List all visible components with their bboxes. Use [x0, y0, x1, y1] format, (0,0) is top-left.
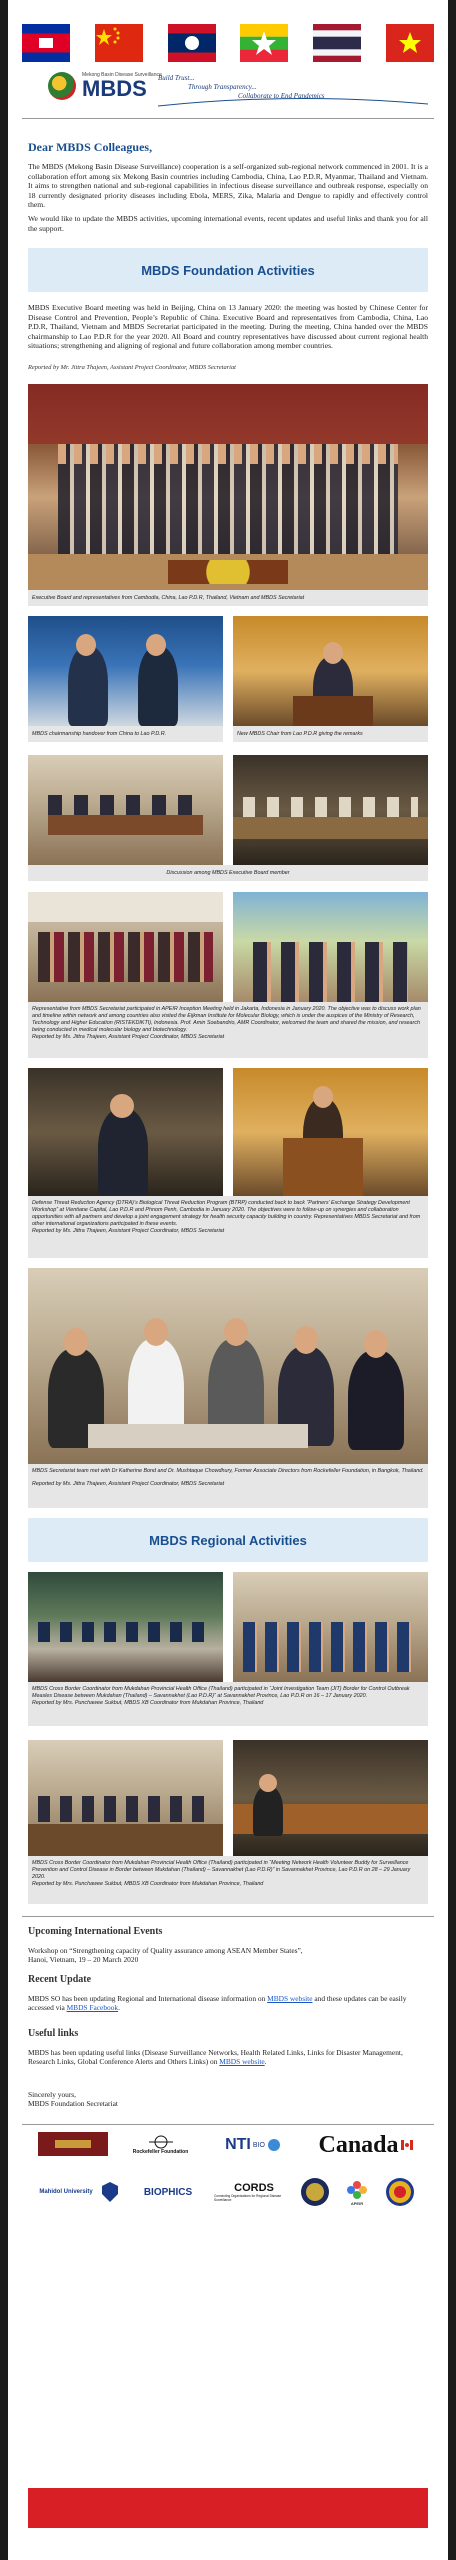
- caption-credit: Reported by Mrs. Punchawee Sukbut, MBDS XB Coordinator from Mukdahan Province, Thailand: [32, 1700, 264, 1706]
- footer-bar: [28, 2488, 428, 2528]
- recent-text: and these updates can be easily accessed via: [28, 1994, 407, 2013]
- partner-logo-crest[interactable]: [38, 2132, 108, 2156]
- mahidol-label: Mahidol University: [39, 2189, 93, 2195]
- photo-caption: Executive Board and representatives from Cambodia, China, Lao P.D.R, Thailand, Vietnam and MBDS Secretariat: [28, 590, 428, 606]
- joint-investigation-photo-right: [233, 1572, 428, 1682]
- apeir-label: APEIR: [350, 2200, 364, 2206]
- network-meeting-photo-right: [233, 1740, 428, 1856]
- useful-text: .: [264, 2057, 267, 2067]
- asean-emblem-icon: [385, 2177, 415, 2207]
- signoff-line: Sincerely yours,: [28, 2090, 77, 2099]
- rockefeller-caption: [28, 1464, 428, 1508]
- intro-paragraph: The MBDS (Mekong Basin Disease Surveillance) cooperation is a self-organized sub-regional network commenced in 2001. It is a collaboration effort among six Mekong Basin countries including Cambodia, China, Lao P.D.R, Myanmar, Thailand and Vietnam. It aims to strengthen national and sub-regional capabilities in infectious disease surveillance and outbreak response, especially on 18 currently designated priority diseases including Ebola, MERS, Zika, Malaria and Dengue to rapidly and effectively control them.: [28, 162, 428, 210]
- myanmar-flag: [240, 24, 288, 62]
- dtra-seal-icon[interactable]: [298, 2176, 332, 2208]
- network-meeting-caption: [28, 1856, 428, 1904]
- caption-credit: Reported by Ms. Jittra Thajeen, Assistant Project Coordinator, MBDS Secretariat: [32, 1481, 225, 1487]
- tagline-line: Build Trust...: [158, 74, 195, 82]
- new-chair-photo: [233, 616, 428, 726]
- handover-photo: [28, 616, 223, 726]
- intro-paragraph: We would like to update the MBDS activities, upcoming international events, recent updates and useful links and thank you for all the support.: [28, 214, 428, 233]
- photo-caption: Discussion among MBDS Executive Board member: [28, 865, 428, 881]
- dtra-workshop-photo-left: [28, 1068, 223, 1196]
- network-meeting-photo-left: [28, 1740, 223, 1856]
- china-flag: [95, 24, 143, 62]
- photo-caption: MBDS chairmanship handover from China to Lao P.D.R.: [28, 726, 223, 742]
- vietnam-flag: [386, 24, 434, 62]
- apeir-logo[interactable]: [338, 2176, 376, 2208]
- newsletter: [8, 0, 448, 2560]
- tagline-swoosh-icon: [158, 96, 428, 108]
- caption-text: MBDS Cross Border Coordinator from Mukdahan Provincial Health Office (Thailand) participated in “Meeting Network Health Volunteer Buddy for Surveillance Prevention and Control Disease in Border between Mukdahan (Thailand) – Savannakhet (Lao P.D.R)” in Savannakhet Province, Lao P.D.R on 28 – 29 January 2020.: [32, 1860, 411, 1880]
- nti-bio-label: BIO: [252, 2141, 265, 2149]
- group-photo: [28, 384, 428, 590]
- apeir-caption: [28, 1002, 428, 1058]
- biophics-logo[interactable]: [128, 2178, 208, 2206]
- mahidol-seal-icon: [100, 2178, 120, 2206]
- thailand-flag: [313, 24, 361, 62]
- dtra-caption: [28, 1196, 428, 1258]
- member-flags: [22, 24, 434, 62]
- events-heading: Upcoming International Events: [28, 1926, 163, 1937]
- nti-circle-icon: [267, 2138, 281, 2152]
- header-divider: [22, 118, 434, 119]
- eijkman-visit-photo: [233, 892, 428, 1002]
- event-details: Hanoi, Vietnam, 19 – 20 March 2020: [28, 1955, 139, 1965]
- mbds-website-link[interactable]: MBDS website: [267, 1994, 313, 2003]
- nti-label: NTI: [225, 2136, 251, 2153]
- cords-label: CORDS: [234, 2182, 274, 2194]
- caption-credit: Reported by Ms. Jittra Thajeen, Assistant Project Coordinator, MBDS Secretariat: [32, 1228, 225, 1234]
- useful-links-text: [28, 2048, 428, 2067]
- foundation-banner: [28, 248, 428, 292]
- section-divider: [22, 1916, 434, 1917]
- canada-flag-icon: [401, 2140, 413, 2150]
- canada-label: Canada: [318, 2131, 399, 2158]
- event-item: [28, 1946, 428, 1965]
- caption-credit: Reported by Ms. Jittra Thajeen, Assistant Project Coordinator, MBDS Secretariat: [32, 1034, 225, 1040]
- cambodia-flag: [22, 24, 70, 62]
- foundation-paragraph: MBDS Executive Board meeting was held in Beijing, China on 13 January 2020: the meeting was hosted by Chinese Center for Disease Control and Prevention, People’s Republic of China. Executive Board and representatives from Cambodia, China, Lao P.D.R, Thailand, Vietnam and MBDS Secretariat participated in the meeting. During the meeting, China handed over the MBDS chairmanship to Lao P.D.R for the year 2020. All Board and country representatives have discussed about current regional health situations; strengthening and aligning of regional and future collaboration among member countries.: [28, 303, 428, 351]
- recent-text: MBDS SO has been updating Regional and International disease information on: [28, 1994, 268, 2003]
- section-divider: [22, 2124, 434, 2125]
- org-full-name: Mekong Basin Disease Surveillance: [82, 72, 162, 78]
- rockefeller-label: Rockefeller Foundation: [132, 2149, 189, 2155]
- mahidol-logo[interactable]: [36, 2178, 96, 2206]
- useful-links-heading: Useful links: [28, 2028, 79, 2039]
- joint-investigation-caption: [28, 1682, 428, 1726]
- photo-caption: New MBDS Chair from Lao P.D.R giving the remarks: [233, 726, 428, 742]
- caption-text: Defense Threat Reduction Agency (DTRA)’s Biological Threat Reduction Program (BTRP) conducted back to back “Partners’ Exchange Strategy Development Workshop” at Vientiane Capital, Lao P.D.R and Phnom Penh, Cambodia in January 2020. The objectives were to follow-up on synergies and collaboration opportunities with all partners and develop a joint engagement strategy for health security capacity building in country. Representatives MBDS Secretariat and from other international organizations participated in these events.: [32, 1200, 421, 1227]
- mbds-website-link[interactable]: MBDS website: [219, 2057, 265, 2067]
- dtra-workshop-photo-right: [233, 1068, 428, 1196]
- rockefeller-globe-icon: [141, 2135, 181, 2149]
- section-title: MBDS Regional Activities: [149, 1532, 307, 1548]
- mbds-facebook-link[interactable]: MBDS Facebook: [66, 2003, 119, 2013]
- tagline-line: Through Transparency...: [188, 83, 257, 91]
- caption-text: Representative from MBDS Secretariat participated in APEIR Inception Meeting held in Jakarta, Indonesia in January 2020. The objective was to discuss work plan and timeline within network and among countries also visited the Eijkman Institute for Molecular Biology, which is under the auspices of the Ministry of Research, Technology and Higher Education (RISTEKDIKTI), Indonesia. Prof. Amin Soebandrio, AMR Coordinator, welcomed the team and shared the mission, and research being conducted in medical molecular biology and biotechnology.: [32, 1006, 421, 1033]
- tagline-line: Collaborate to End Pandemics: [238, 92, 325, 100]
- greeting: Dear MBDS Colleagues,: [28, 140, 153, 154]
- recent-update-text: [28, 1994, 428, 2013]
- org-short-name: MBDS: [82, 76, 147, 101]
- report-credit: Reported by Mr. Jittra Thajeen, Assistant Project Coordinator, MBDS Secretariat: [28, 364, 236, 371]
- asean-logo[interactable]: [382, 2176, 418, 2208]
- rockefeller-meeting-photo: [28, 1268, 428, 1464]
- section-title: MBDS Foundation Activities: [141, 262, 315, 278]
- laos-flag: [168, 24, 216, 62]
- crest-icon: [53, 2137, 93, 2151]
- caption-text: MBDS Secretariat team met with Dr Katherine Bond and Dr. Mushtaque Chowdhury, Former Associate Directors from Rockefeller Foundation, in Bangkok, Thailand.: [32, 1468, 424, 1474]
- useful-text: MBDS has been updating useful links (Disease Surveillance Networks, Health Related Links, Links for Disaster Management, Research Links, Global Conference Alerts and Others Links) on: [28, 2048, 403, 2067]
- rockefeller-logo[interactable]: [123, 2130, 198, 2160]
- apeir-flower-icon: [345, 2179, 369, 2201]
- recent-update-heading: Recent Update: [28, 1974, 92, 1985]
- cords-sub-label: Connecting Organizations for Regional Disease Surveillance: [214, 2194, 282, 2202]
- signoff-signature: MBDS Foundation Secretariat: [28, 2099, 118, 2109]
- mbds-logo[interactable]: [48, 72, 162, 100]
- biophics-label: BIOPHICS: [143, 2186, 193, 2198]
- mbds-emblem-icon: [48, 72, 76, 100]
- cords-logo[interactable]: [214, 2176, 294, 2208]
- recent-text: .: [118, 2003, 120, 2013]
- nti-bio-logo[interactable]: [208, 2130, 298, 2160]
- discussion-photo-right: [233, 755, 428, 865]
- event-title: Workshop on “Strengthening capacity of Quality assurance among ASEAN Member States”,: [28, 1946, 303, 1955]
- caption-credit: Reported by Mrs. Punchawee Sukbut, MBDS XB Coordinator from Mukdahan Province, Thailand: [32, 1881, 264, 1887]
- signoff: [28, 2090, 428, 2109]
- apeir-meeting-photo: [28, 892, 223, 1002]
- caption-text: MBDS Cross Border Coordinator from Mukdahan Provincial Health Office (Thailand) participated in “Joint Investigation Team (JIT) Border for Control Outbreak Measles Disease between Mukdahan (Thailand) – Savannakhet (Lao P.D.R)” at Savannakhet Province, Lao P.D.R on 16 – 17 January 2020.: [32, 1686, 410, 1699]
- regional-banner: [28, 1518, 428, 1562]
- canada-logo[interactable]: [308, 2128, 423, 2162]
- discussion-photo-left: [28, 755, 223, 865]
- joint-investigation-photo-left: [28, 1572, 223, 1682]
